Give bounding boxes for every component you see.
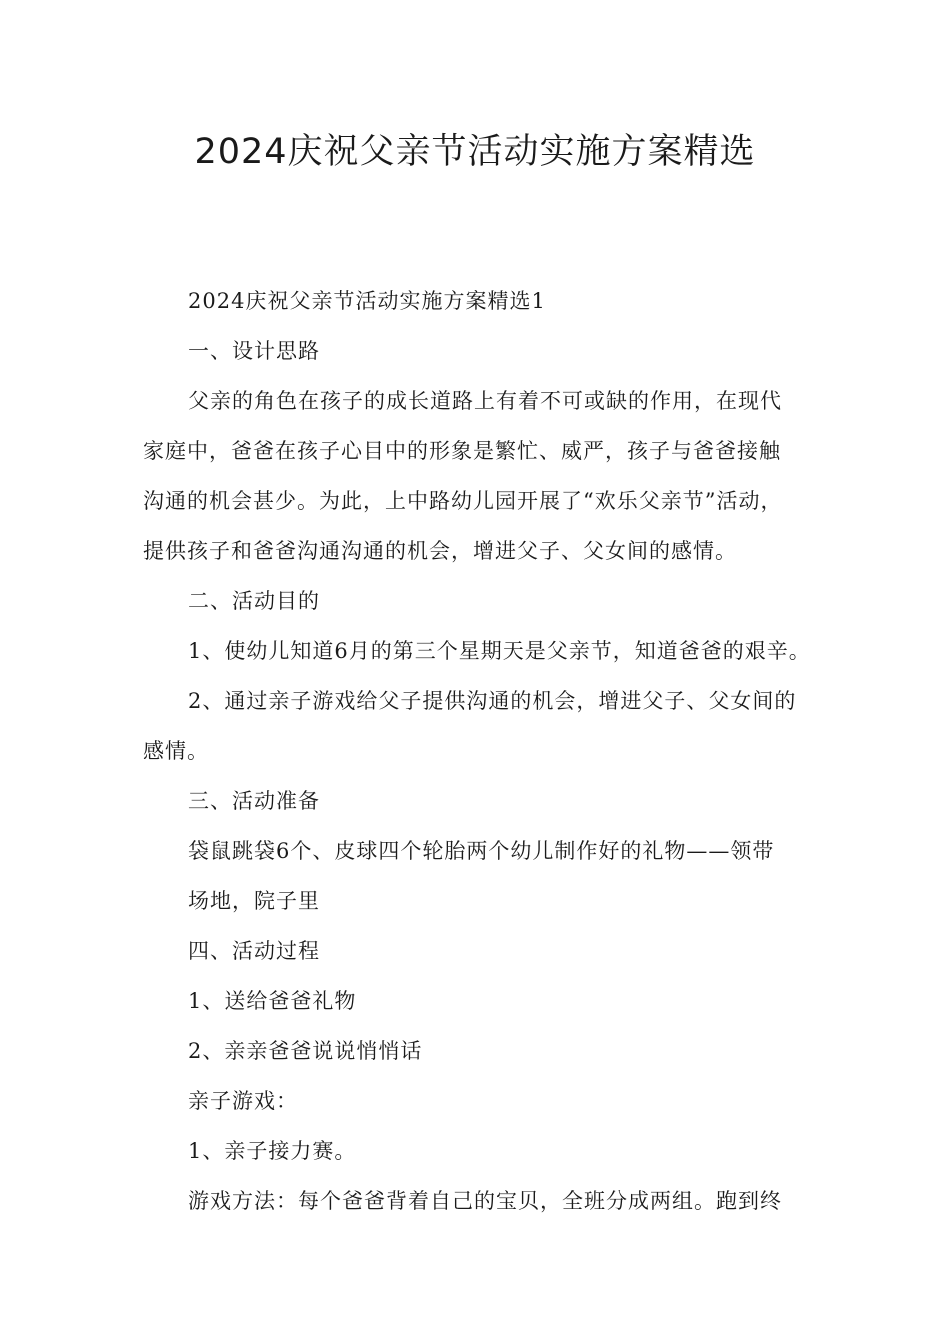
paragraph-line: 场地，院子里 (188, 889, 320, 913)
section-heading: 2024庆祝父亲节活动实施方案精选1 (188, 289, 546, 313)
paragraph-line: 1、送给爸爸礼物 (188, 989, 357, 1013)
paragraph-line: 游戏方法：每个爸爸背着自己的宝贝，全班分成两组。跑到终 (188, 1189, 782, 1213)
paragraph-line: 1、亲子接力赛。 (188, 1139, 357, 1163)
paragraph-line: 2、通过亲子游戏给父子提供沟通的机会，增进父子、父女间的 (188, 689, 797, 713)
paragraph-line: 感情。 (143, 739, 209, 763)
paragraph-line: 父亲的角色在孩子的成长道路上有着不可或缺的作用，在现代 (188, 389, 782, 413)
paragraph-line: 沟通的机会甚少。为此，上中路幼儿园开展了“欢乐父亲节”活动， (143, 489, 783, 513)
paragraph-line: 1、使幼儿知道6月的第三个星期天是父亲节，知道爸爸的艰辛。 (188, 639, 811, 663)
paragraph-line: 袋鼠跳袋6个、皮球四个轮胎两个幼儿制作好的礼物——领带 (188, 839, 775, 863)
section-heading: 三、活动准备 (188, 789, 320, 813)
section-heading: 一、设计思路 (188, 339, 320, 363)
paragraph-line: 2、亲亲爸爸说说悄悄话 (188, 1039, 423, 1063)
paragraph-line: 家庭中，爸爸在孩子心目中的形象是繁忙、威严，孩子与爸爸接触 (143, 439, 781, 463)
section-heading: 二、活动目的 (188, 589, 320, 613)
paragraph-line: 提供孩子和爸爸沟通沟通的机会，增进父子、父女间的感情。 (143, 539, 737, 563)
document-title: 2024庆祝父亲节活动实施方案精选 (194, 132, 756, 172)
paragraph-line: 亲子游戏： (188, 1089, 298, 1113)
section-heading: 四、活动过程 (188, 939, 320, 963)
